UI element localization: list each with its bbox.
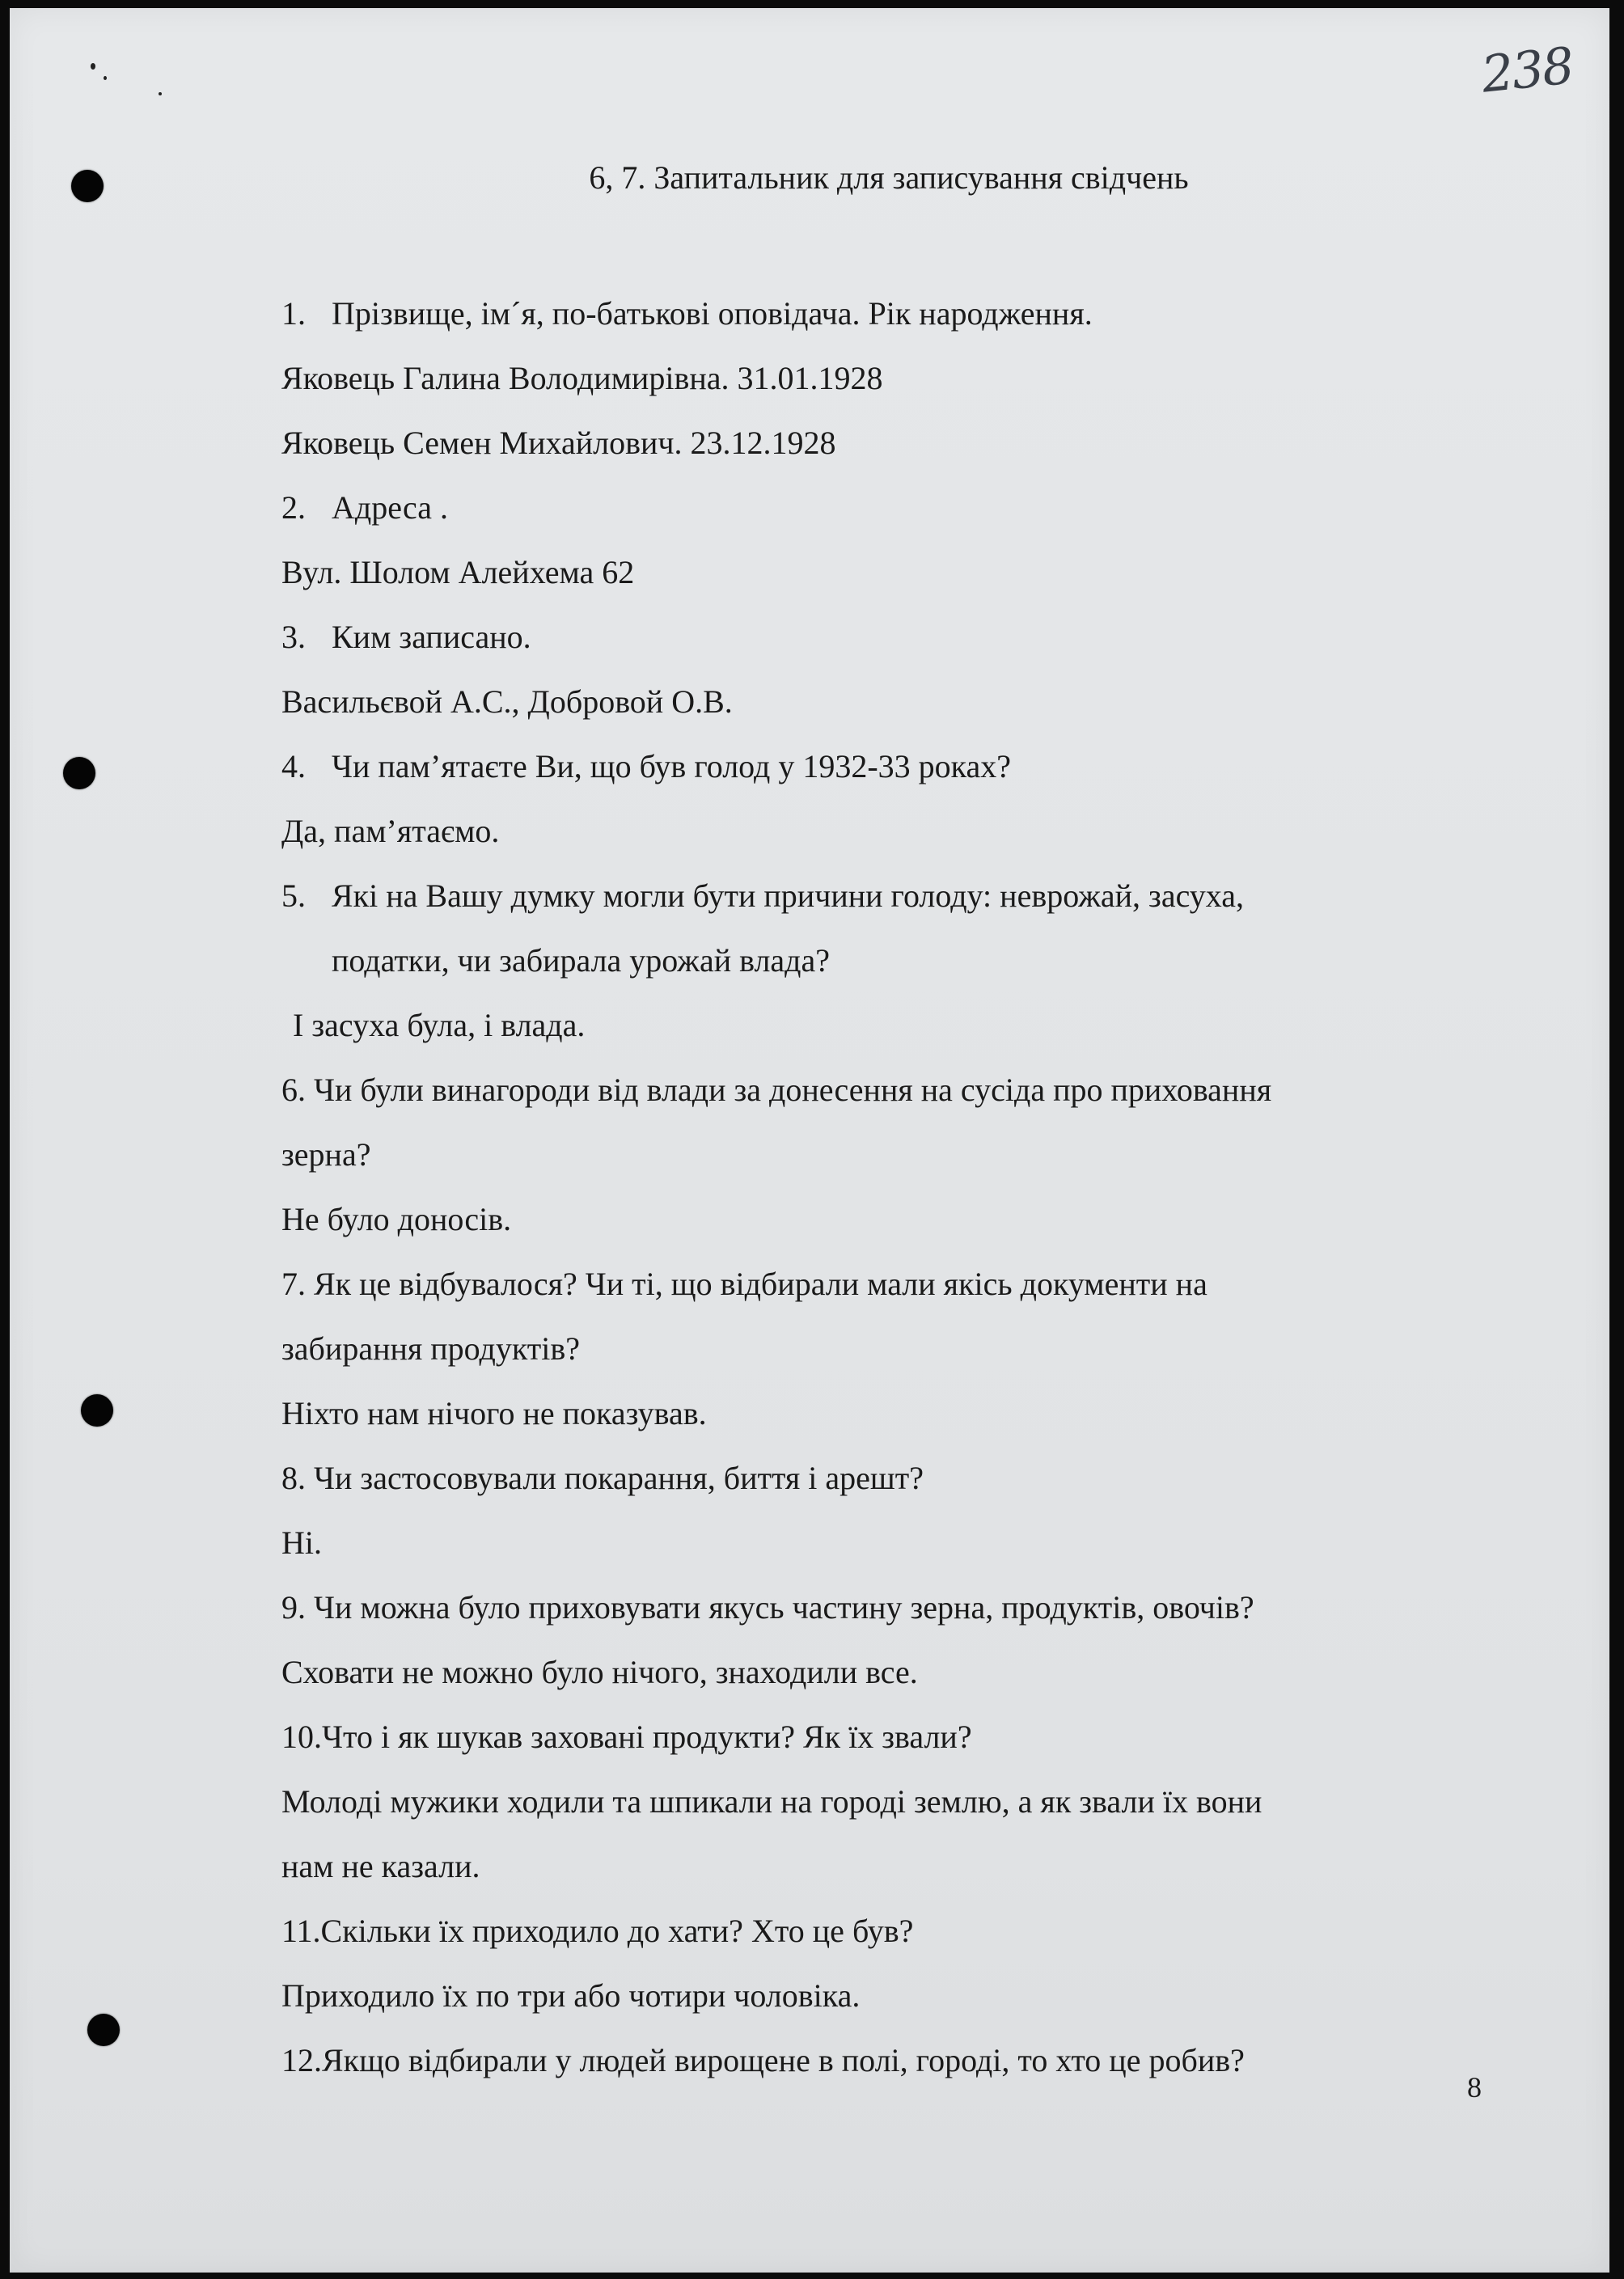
answer-line: І засуха була, і влада. bbox=[293, 1007, 586, 1043]
answer-line: Да, пам’ятаємо. bbox=[281, 813, 500, 849]
answer-line: Васильєвой А.С., Добровой О.В. bbox=[281, 683, 733, 720]
question-continuation: зерна? bbox=[281, 1136, 371, 1173]
punch-hole bbox=[81, 1394, 113, 1427]
answer-line: Не було доносів. bbox=[281, 1201, 512, 1237]
question-line bbox=[281, 872, 1438, 937]
question-line: 6. Чи були винагороди від влади за донесення на сусіда про приховання bbox=[281, 1072, 1272, 1108]
question-line: 10.Что і як шукав заховані продукти? Як їх звали? bbox=[281, 1719, 972, 1755]
question-number: 3. bbox=[281, 619, 306, 655]
question-line: 8. Чи застосовували покарання, биття і арешт? bbox=[281, 1460, 924, 1496]
question-line bbox=[281, 742, 1438, 807]
answer-line: Ніхто нам нічого не показував. bbox=[281, 1395, 707, 1431]
punch-hole bbox=[63, 757, 95, 789]
question-number: 1. bbox=[281, 295, 306, 332]
question-line: 12.Якщо відбирали у людей вирощене в полі, городі, то хто це робив? bbox=[281, 2042, 1245, 2078]
question-line: 9. Чи можна було приховувати якусь частину зерна, продуктів, овочів? bbox=[281, 1589, 1254, 1626]
question-text: Прізвище, ім´я, по-батькові оповідача. Рік народження. bbox=[332, 295, 1093, 332]
answer-continuation: нам не казали. bbox=[281, 1848, 480, 1884]
question-number: 5. bbox=[281, 877, 306, 914]
question-text: Ким записано. bbox=[332, 619, 531, 655]
question-number: 4. bbox=[281, 748, 306, 784]
answer-line: Сховати не можно було нічого, знаходили все. bbox=[281, 1654, 918, 1690]
question-line bbox=[281, 484, 1438, 548]
questionnaire-body bbox=[281, 290, 1438, 2101]
answer-line: Вул. Шолом Алейхема 62 bbox=[281, 554, 635, 590]
page-number: 8 bbox=[1467, 2071, 1482, 2104]
punch-hole bbox=[87, 2014, 120, 2046]
question-continuation: забирання продуктів? bbox=[281, 1330, 581, 1367]
question-number: 2. bbox=[281, 489, 306, 526]
question-line bbox=[281, 290, 1438, 354]
question-text: Які на Вашу думку могли бути причини голоду: неврожай, засуха, bbox=[332, 877, 1245, 914]
scan-speck bbox=[104, 76, 107, 80]
question-continuation: податки, чи забирала урожай влада? bbox=[332, 942, 831, 979]
archive-number: 238 bbox=[1478, 36, 1575, 104]
answer-line: Приходило їх по три або чотири чоловіка. bbox=[281, 1977, 861, 2014]
question-line bbox=[281, 613, 1438, 678]
question-line: 11.Скільки їх приходило до хати? Хто це був? bbox=[281, 1913, 914, 1949]
scan-speck bbox=[159, 92, 162, 95]
answer-line: Яковець Галина Володимирівна. 31.01.1928 bbox=[281, 360, 883, 396]
question-text: Адреса . bbox=[332, 489, 448, 526]
scan-speck bbox=[91, 63, 95, 70]
question-line: 7. Як це відбувалося? Чи ті, що відбирали мали якісь документи на bbox=[281, 1266, 1207, 1302]
answer-line: Яковець Семен Михайлович. 23.12.1928 bbox=[281, 425, 836, 461]
question-text: Чи пам’ятаєте Ви, що був голод у 1932-33 роках? bbox=[332, 748, 1012, 784]
answer-line: Молоді мужики ходили та шпикали на городі землю, а як звали їх вони bbox=[281, 1783, 1262, 1820]
answer-line: Ні. bbox=[281, 1524, 322, 1561]
document-title: 6, 7. Запитальник для записування свідчень bbox=[589, 159, 1189, 196]
